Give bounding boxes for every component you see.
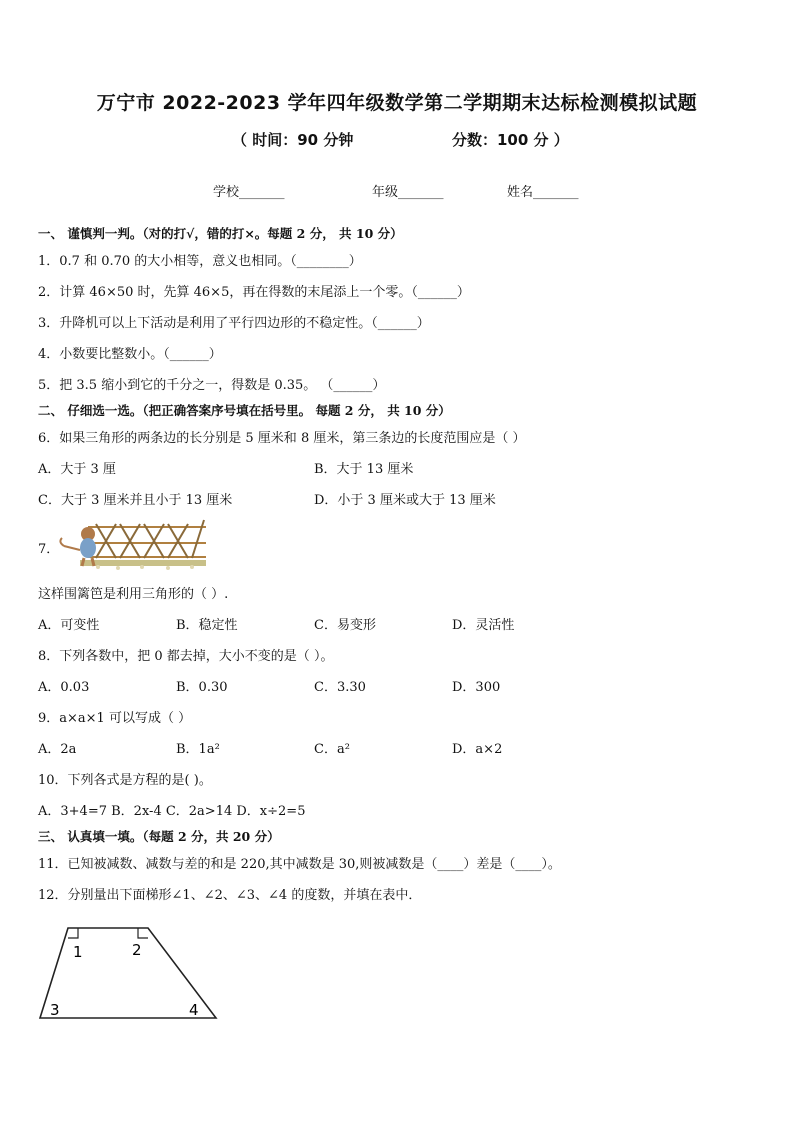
question-1: 1．0.7 和 0.70 的大小相等，意义也相同。（________）: [38, 254, 362, 269]
section3-heading: 三、 认真填一填。（每题 2 分，共 20 分）: [38, 829, 280, 844]
angle-label-2: 2: [132, 941, 142, 959]
page-title: 万宁市 2022-2023 学年四年级数学第二学期期末达标检测模拟试题: [96, 92, 698, 114]
q7-option-c: C．易变形: [314, 618, 376, 633]
q7-option-a: A．可变性: [38, 618, 100, 633]
q6-option-b: B．大于 13 厘米: [314, 462, 414, 477]
angle-label-3: 3: [50, 1001, 60, 1019]
q10-options: A．3+4=7 B．2x-4 C．2a>14 D．x÷2=5: [38, 804, 306, 819]
angle-label-1: 1: [73, 943, 83, 961]
q8-option-d: D．300: [452, 680, 501, 695]
trapezoid-figure: [36, 922, 222, 1024]
question-2: 2．计算 46×50 时，先算 46×5，再在得数的末尾添上一个零。（______）: [38, 285, 470, 300]
q7-option-b: B．稳定性: [176, 618, 238, 633]
q9-option-b: B．1a²: [176, 742, 220, 757]
school-field: 学校_______: [213, 185, 285, 200]
q8-option-c: C．3.30: [314, 680, 366, 695]
right-angle-mark-1: [68, 928, 78, 938]
time-label: （ 时间：90 分钟: [232, 131, 354, 149]
q6-option-d: D．小于 3 厘米或大于 13 厘米: [314, 493, 496, 508]
section1-heading: 一、 谨慎判一判。（对的打√，错的打×。每题 2 分， 共 10 分）: [38, 226, 403, 241]
question-4: 4．小数要比整数小。（______）: [38, 347, 222, 362]
angle-label-4: 4: [189, 1001, 199, 1019]
question-5: 5．把 3.5 缩小到它的千分之一，得数是 0.35。 （______）: [38, 378, 386, 393]
q9-option-d: D．a×2: [452, 742, 503, 757]
q9-option-c: C．a²: [314, 742, 350, 757]
score-label: 分数：100 分 ）: [452, 131, 569, 149]
question-12: 12．分别量出下面梯形∠1、∠2、∠3、∠4 的度数，并填在表中．: [38, 888, 422, 903]
question-8: 8．下列各数中，把 0 都去掉，大小不变的是（ ）。: [38, 649, 334, 664]
q8-option-b: B．0.30: [176, 680, 228, 695]
question-7: 这样围篱笆是利用三角形的（ ）.: [38, 587, 229, 602]
fence-illustration: [58, 512, 208, 572]
question-6: 6．如果三角形的两条边的长分别是 5 厘米和 8 厘米，第三条边的长度范围应是（ ）: [38, 431, 526, 446]
question-9: 9．a×a×1 可以写成（ ）: [38, 711, 192, 726]
grade-field: 年级_______: [372, 185, 444, 200]
q6-option-a: A．大于 3 厘: [38, 462, 116, 477]
q7-option-d: D．灵活性: [452, 618, 515, 633]
question-7-number: 7．: [38, 542, 60, 557]
q8-option-a: A．0.03: [38, 680, 90, 695]
question-11: 11．已知被减数、减数与差的和是 220,其中减数是 30,则被减数是（____）差是（____）。: [38, 857, 561, 872]
right-angle-mark-2: [138, 928, 148, 938]
q6-option-c: C．大于 3 厘米并且小于 13 厘米: [38, 493, 233, 508]
question-3: 3．升降机可以上下活动是利用了平行四边形的不稳定性。（______）: [38, 316, 430, 331]
name-field: 姓名_______: [507, 185, 579, 200]
question-10: 10．下列各式是方程的是( )。: [38, 773, 212, 788]
section2-heading: 二、 仔细选一选。（把正确答案序号填在括号里。 每题 2 分， 共 10 分）: [38, 403, 451, 418]
q9-option-a: A．2a: [38, 742, 77, 757]
